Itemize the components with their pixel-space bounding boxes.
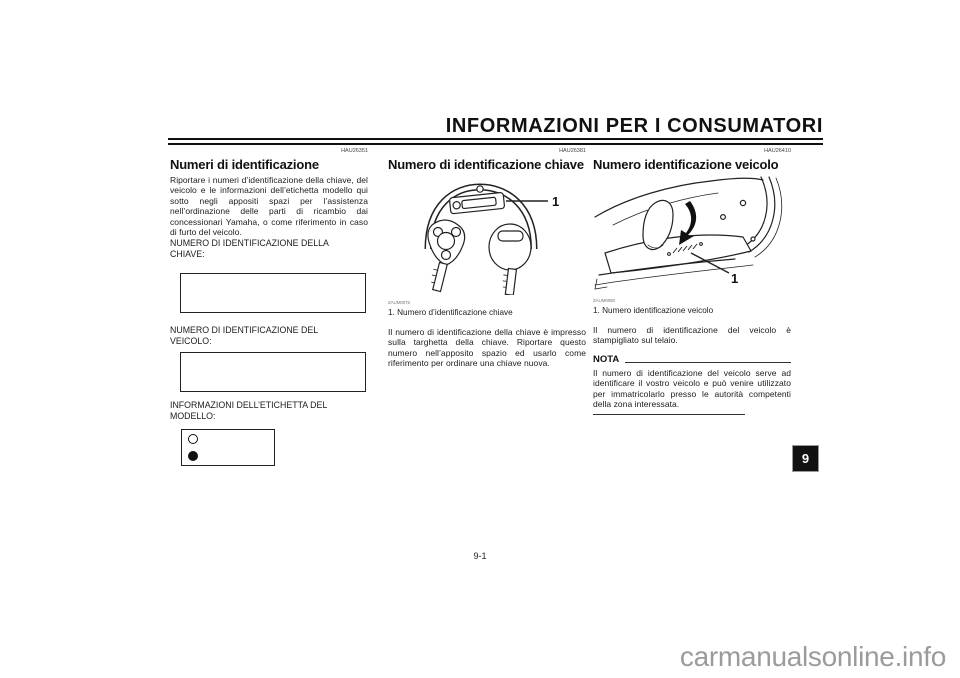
nota-body-text: Il numero di identificazione del veicolo serve ad identificare il vostro veicolo e può venire utilizzato per immatricolarlo presso le autorità competenti della zona interessata. [593, 367, 791, 410]
section-heading: Numero identificazione veicolo [593, 157, 779, 172]
section-ref-code: HAU26381 [559, 148, 586, 154]
header-double-rule [168, 138, 823, 145]
column-vehicle-id-number [593, 148, 791, 415]
open-circle-bullet-icon [188, 434, 198, 444]
figure-ref-code: ZAUM0080 [593, 298, 615, 303]
model-label-write-box [181, 429, 275, 466]
model-label-field-label: INFORMAZIONI DELL’ETICHETTA DEL MODELLO: [170, 400, 327, 421]
footer-page-number: 9-1 [473, 551, 487, 561]
figure-caption: 1. Numero d’identificazione chiave [388, 308, 513, 317]
vehicle-id-write-box [180, 352, 366, 392]
figure-ref-code: ZAUM0075 [388, 300, 410, 305]
section-ref-code: HAU26410 [764, 148, 791, 154]
section-body-text: Il numero di identificazione della chiave è impresso sulla targhetta della chiave. Riportare questo numero nell’apposito spazio ed usarlo come riferimento per ordinare una chiave nuova. [388, 327, 586, 369]
key-number-illustration [388, 175, 573, 295]
column-key-id-number [388, 148, 586, 369]
nota-label: NOTA [593, 353, 620, 365]
section-heading: Numeri di identificazione [170, 157, 319, 172]
figure-caption: 1. Numero identificazione veicolo [593, 306, 714, 315]
figure-callout-number: 1 [731, 271, 739, 286]
vehicle-id-field-label: NUMERO DI IDENTIFICAZIONE DEL VEICOLO: [170, 325, 318, 346]
nota-header [593, 355, 791, 365]
key-figure [388, 175, 586, 305]
figure-callout-number: 1 [552, 194, 560, 209]
column-identification-numbers [170, 148, 368, 466]
vehicle-figure [593, 175, 791, 303]
section-ref-code: HAU26351 [341, 148, 368, 154]
filled-circle-bullet-icon [188, 451, 198, 461]
section-body-text: Riportare i numeri d’identificazione della chiave, del veicolo e le informazioni dell’etichetta modello qui sotto negli appositi spazi per l’assistenza nell’ordinazione delle parti di ricambio dai concessionari Yamaha, o come riferimento in caso di furto del veicolo. [170, 175, 368, 238]
watermark-text: carmanualsonline.info [679, 641, 946, 672]
nota-closing-rule [593, 414, 745, 415]
section-heading: Numero di identificazione chiave [388, 157, 584, 172]
key-id-write-box [180, 273, 366, 313]
key-id-field-label: NUMERO DI IDENTIFICAZIONE DELLA CHIAVE: [170, 238, 329, 259]
chapter-tab-number: 9 [801, 451, 810, 466]
page-title: INFORMAZIONI PER I CONSUMATORI [445, 115, 823, 137]
section-body-text: Il numero di identificazione del veicolo è stampigliato sul telaio. [593, 325, 791, 346]
nota-rule-line [625, 362, 791, 363]
chapter-tab [792, 445, 819, 472]
vehicle-vin-illustration [593, 175, 808, 293]
